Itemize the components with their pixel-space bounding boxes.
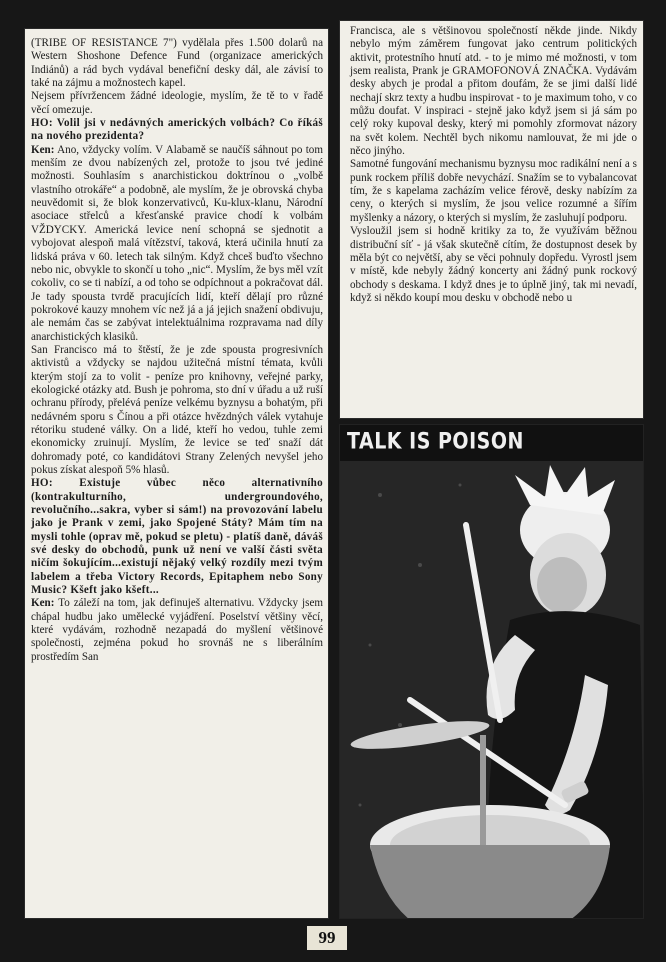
interview-question — [31, 117, 323, 144]
left-text-column — [24, 28, 329, 919]
speaker-label: HO: — [31, 477, 53, 490]
speaker-label: Ken: — [31, 143, 55, 156]
question-text: Existuje vůbec něco alternativního (kontrakulturního, undergroundového, revolučního...sakra, vyber si sám!) na provozování labelu jako je Prank v zemi, jako Spojené Státy? Mám tím na mysli tohle (oprav mě, pokud se pletu) - platíš daně, dáváš své desky do obchodů, punk už není ve valší části světa ničím šokujícím...existují nějaký velký rozdíly mezi tvým labelem a třeba Victory Records, Epitaphem nebo Sony Music? Kšeft jako kšeft... — [31, 477, 324, 597]
band-photo — [339, 424, 644, 919]
paragraph: Vysloužil jsem si hodně kritiky za to, že využívám běžnou distribuční síť - já však skutečně cítím, že dostupnost desek by měla být co největší, aby se věci pohnuly dopředu. Vyrostl jsem v místě, kde nebyly žádný koncerty ani žádný punk rockový obchody s deskama. I když dnes je to úplně jiný, tak mi nevadí, když si někdo koupí mou desku v obchodě nebo u — [350, 225, 637, 304]
page-number: 99 — [307, 926, 347, 950]
paragraph: Samotné fungování mechanismu byznysu moc radikální není a s punk rockem příliš dobře nevychází. Snažím se to vybalancovat tím, že s kapelama zacházím velice férově, desky nabízím za ceny, o kterých si myslím, že jsou velice rozumné a šířím myšlenky a názory, o kterých si myslím, že zasluhují podporu. — [350, 158, 637, 224]
paragraph: Francisca, ale s většinovou společností někde jinde. Nikdy nebylo mým záměrem fungovat jako centrum politických aktivit, protestního hnutí atd. - to je mimo mé možnosti, v tom jsem realista, Prank je GRAMOFONOVÁ ZNAČKA. Vydávám desky abych je prodal a přitom doufám, že se jimi další lidé nechají skrz texty a hudbu inspirovat - to je maximum toho, v co můžu doufat. V inspiraci - stejně jako když jsem si já sám po celý roky kupoval desky, který mi pomohly zformovat názory na svět kolem. Nechtěl bych nikomu namlouvat, že mi jde o něco jinýho. — [350, 25, 637, 158]
speaker-label: Ken: — [31, 597, 55, 610]
answer-text: Ano, vždycky volím. V Alabamě se naučíš sáhnout po tom menším ze dvou nabízených zel, protože to jsou tvé jediné možnosti. Souhlasím s anarchistickou doktrínou o „volbě vlastního otrokáře“ a podobně, ale myslím, že je obrovská chyba neuvědomit si, že blok konzervativců, Ku-klux-klanu, Národní asociace střelců a křesťanské pravice chodí k volbám VŽDYCKY. Americká levice není schopná se sjednotit a vybojovat alespoň malá vítězství, taková, která učinila hnutí za lidská práva v 60. letech tak silným. Když chceš buďto všechno nebo nic, obvykle to skončí u toho „nic“. Myslím, že bys měl vzít cokoliv, co se ti nabízí, a od toho se odpíchnout a pokračovat dál. Je tady spousta tvrdě pracujících lidí, kteří dělají pro různé pokrokové kauzy mnohem víc než já a já jejich snažení obdivuju, ale nemám čas se zabývat intelektuálnima rozpravama nad díly anarchistických klasiků. — [31, 143, 323, 343]
interview-question — [31, 477, 323, 597]
interview-answer — [31, 144, 323, 344]
speaker-label: HO: — [31, 117, 53, 130]
paragraph: San Francisco má to štěstí, že je zde spousta progresivních aktivistů a vždycky se najdou užitečná místní témata, kvůli kterým stojí za to volit - peníze pro knihovny, veřejné parky, ekologické otázky atd. Bush je pohroma, sto dní v úřadu a už ruší ochranu přírody, přelévá peníze velkému byznysu a bohatým, při nedávném sporu s Čínou a při otázce hvězdných válek vytahuje rétoriku studené války. On a lidé, kteří ho vedou, tuhle zemi ekonomicky zruinují. Myslím, že levice se teď snaží dát dohromady poté, co kandidátovi Strany Zelených nevyšel jeho pokus získat alespoň 5% hlasů. — [31, 343, 323, 476]
drummer-illustration — [340, 425, 644, 919]
paragraph: (TRIBE OF RESISTANCE 7") vydělala přes 1.500 dolarů na Western Shoshone Defence Fund (organizace amerických Indiánů) a rád bych vydával benefiční desky dál, ale závisí to také na zájmu a možnostech kapel. — [31, 37, 323, 90]
paragraph: Nejsem přívržencem žádné ideologie, myslím, že tě to v řadě věcí omezuje. — [31, 90, 323, 116]
interview-answer — [31, 597, 323, 664]
answer-text: To záleží na tom, jak definuješ alternativu. Vždycky jsem chápal hudbu jako umělecké vyjádření. Poselství většiny věcí, které vydávám, rozhodně nezapadá do myšlení většinové společnosti, zejména pokud ho srovnáš ne s liberálním prostředím San — [31, 597, 323, 663]
question-text: Volil jsi v nedávných amerických volbách? Co říkáš na nového prezidenta? — [31, 117, 324, 143]
right-text-column — [339, 20, 644, 419]
photo-title: TALK IS POISON — [347, 429, 524, 455]
